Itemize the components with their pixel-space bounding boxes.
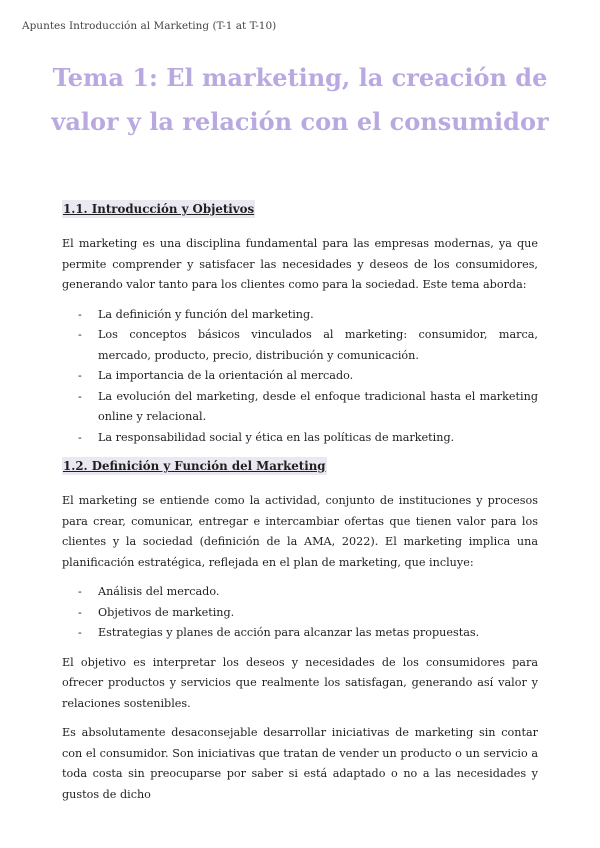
bullet-list-2 bbox=[62, 582, 538, 644]
section-heading-2: 1.2. Definición y Función del Marketing bbox=[63, 459, 326, 473]
paragraph: Es absolutamente desaconsejable desarrollar iniciativas de marketing sin contar con el consumidor. Son iniciativas que tratan de vender un producto o un servicio a toda costa sin preocuparse por saber si está adaptado o no a las necesidades y gustos de dicho bbox=[62, 726, 538, 801]
running-header: Apuntes Introducción al Marketing (T-1 at T-10) bbox=[22, 20, 277, 32]
list-item: - La responsabilidad social y ética en las políticas de marketing. bbox=[62, 428, 538, 449]
document-body bbox=[62, 200, 538, 814]
list-item: - La evolución del marketing, desde el enfoque tradicional hasta el marketing online y relacional. bbox=[62, 387, 538, 428]
list-item: - Análisis del mercado. bbox=[62, 582, 538, 603]
paragraph: El marketing es una disciplina fundamental para las empresas modernas, ya que permite comprender y satisfacer las necesidades y deseos de los consumidores, generando valor tanto para los clientes como para la sociedad. Este tema aborda: bbox=[62, 237, 538, 291]
section-heading-1: 1.1. Introducción y Objetivos bbox=[63, 202, 255, 216]
list-item: - Estrategias y planes de acción para alcanzar las metas propuestas. bbox=[62, 623, 538, 644]
list-item: - Los conceptos básicos vinculados al marketing: consumidor, marca, mercado, producto, precio, distribución y comunicación. bbox=[62, 325, 538, 366]
paragraph: El marketing se entiende como la actividad, conjunto de instituciones y procesos para crear, comunicar, entregar e intercambiar ofertas que tienen valor para los clientes y la sociedad (definición de la AMA, 2022). El marketing implica una planificación estratégica, reflejada en el plan de marketing, que incluye: bbox=[62, 494, 538, 569]
list-item: - Objetivos de marketing. bbox=[62, 603, 538, 624]
page-title: Tema 1: El marketing, la creación de valor y la relación con el consumidor bbox=[51, 63, 549, 136]
list-item: - La importancia de la orientación al mercado. bbox=[62, 366, 538, 387]
paragraph: El objetivo es interpretar los deseos y necesidades de los consumidores para ofrecer productos y servicios que realmente los satisfagan, generando así valor y relaciones sostenibles. bbox=[62, 655, 538, 710]
list-item: - La definición y función del marketing. bbox=[62, 305, 538, 326]
bullet-list-1 bbox=[62, 305, 538, 449]
